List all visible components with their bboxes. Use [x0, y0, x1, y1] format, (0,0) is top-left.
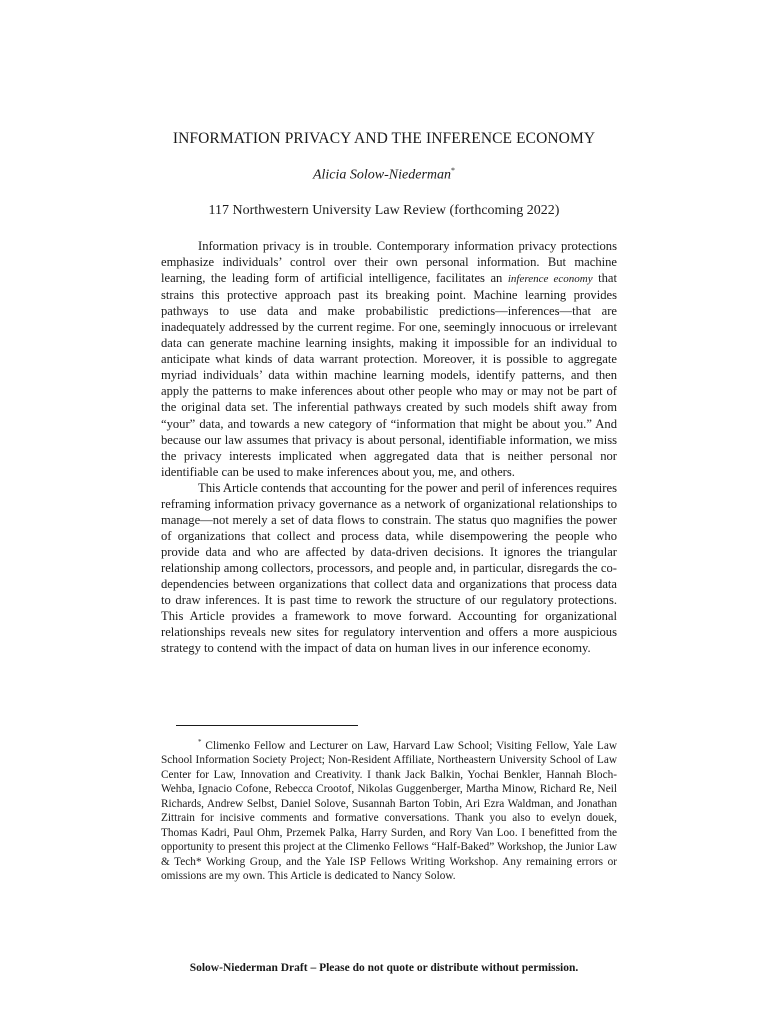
author-footnote-marker: *	[451, 166, 456, 175]
abstract-paragraph-1-part-2: that strains this protective approach past its breaking point. Machine learning provides pathways to use data and make probabilistic predictions—inferences—that are inadequately addressed by the current regime. For one, seemingly innocuous or irrelevant data can generate machine learning insights, making it impossible for an individual to anticipate what kinds of data warrant protection. Moreover, it is possible to aggregate myriad individuals’ data within machine learning models, identify patterns, and then apply the patterns to make inferences about other people who may or may not be part of the original data set. The inferential pathways created by such models shift away from “your” data, and towards a new category of “information that might be about you.” And because our law assumes that privacy is about personal, identifiable information, we miss the privacy interests implicated when aggregated data that is neither personal nor identifiable can be used to make inferences about you, me, and others.	[161, 271, 617, 479]
author-line	[0, 166, 768, 184]
footnote-marker: *	[198, 738, 202, 746]
footnote	[161, 735, 617, 884]
footnote-text: Climenko Fellow and Lecturer on Law, Harvard Law School; Visiting Fellow, Yale Law School Information Society Project; Non-Resident Affiliate, Northeastern University School of Law Center for Law, Innovation and Creativity. I thank Jack Balkin, Yochai Benkler, Hannah Bloch-Wehba, Ignacio Cofone, Rebecca Crootof, Nikolas Guggenberger, Martha Minow, Richard Re, Neil Richards, Andrew Selbst, Daniel Solove, Susannah Barton Tobin, Ari Ezra Waldman, and Jonathan Zittrain for incisive comments and formative conversations. Thank you also to evelyn douek, Thomas Kadri, Paul Ohm, Przemek Palka, Harry Surden, and Rory Van Loo. I benefitted from the opportunity to present this project at the Climenko Fellows “Half-Baked” Workshop, the Junior Law & Tech* Working Group, and the Yale ISP Fellows Writing Workshop. Any remaining errors or omissions are my own. This Article is dedicated to Nancy Solow.	[161, 739, 617, 883]
author-name: Alicia Solow-Niederman	[312, 167, 452, 183]
abstract-paragraph-1	[161, 238, 617, 480]
abstract-emphasis-term: inference economy	[507, 273, 593, 286]
footnote-divider	[176, 725, 358, 726]
draft-notice: Solow-Niederman Draft – Please do not quote or distribute without permission.	[189, 962, 579, 974]
abstract	[161, 238, 617, 656]
paper-title: INFORMATION PRIVACY AND THE INFERENCE ECONOMY	[172, 130, 596, 147]
abstract-paragraph-2: This Article contends that accounting for the power and peril of inferences requires reframing information privacy governance as a network of organizational relationships to manage—not merely a set of data flows to constrain. The status quo magnifies the power of organizations that collect and process data, while disempowering the people who provide data and who are affected by data-driven decisions. It ignores the triangular relationship among collectors, processors, and people and, in particular, disregards the co-dependencies between organizations that collect data and organizations that process data to draw inferences. It is past time to rework the structure of our regulatory protections. This Article provides a framework to move forward. Accounting for organizational relationships reveals new sites for regulatory intervention and offers a more auspicious strategy to contend with the impact of data on human lives in our inference economy.	[161, 480, 617, 656]
abstract-paragraph-1-part-1: Information privacy is in trouble. Contemporary information privacy protections emphasize individuals’ control over their own personal information. But machine learning, the leading form of artificial intelligence, facilitates an	[161, 239, 617, 286]
journal-citation: 117 Northwestern University Law Review (forthcoming 2022)	[208, 203, 560, 218]
